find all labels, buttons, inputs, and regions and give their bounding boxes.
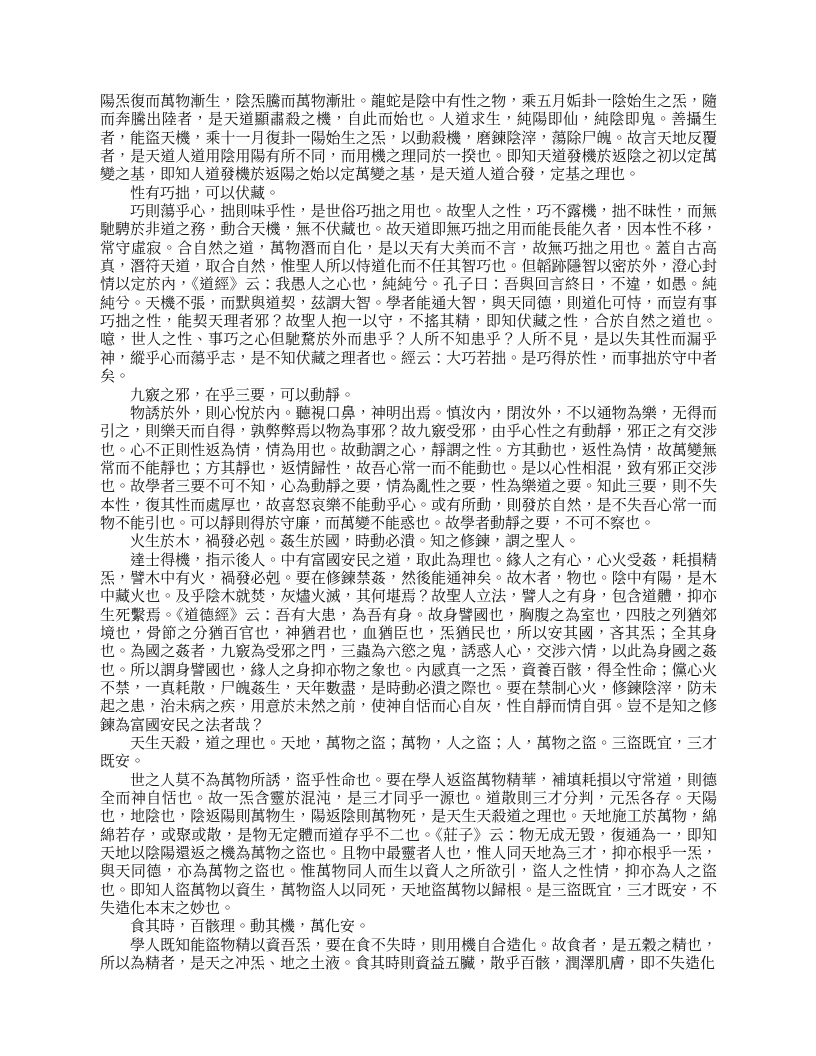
paragraph-continuation: 陽炁復而萬物漸生，陰炁騰而萬物漸壯。龍蛇是陰中有性之物，乘五月姤卦一陰始生之炁，隨而奔騰出陸者，是天道顯肅殺之機，自此而始也。人道求生，純陽即仙，純陰即鬼。善攝生者，能盜天機，乘十一月復卦一陽始生之炁，以動殺機，磨鍊陰滓，蕩除尸魄。故言天地反覆者，是天道人道用陰用陽有所不同，而用機之理同於一揆也。即知天道發機於返陰之初以定萬變之基，即知人道發機於返陽之始以定萬變之基，是天道人道合發，定基之理也。 xyxy=(100,94,717,184)
paragraph-scripture-3: 火生於木，禍發必剋。姦生於國，時動必潰。知之修鍊，謂之聖人。 xyxy=(130,534,581,551)
paragraph-scripture-4: 天生天殺，道之理也。天地，萬物之盜；萬物，人之盜；人，萬物之盜。三盜既宜，三才既安。 xyxy=(100,736,717,771)
paragraph-commentary-4: 世之人莫不為萬物所誘，盜乎性命也。要在學人返盜萬物精華，補填耗損以守常道，則德全而神自恬也。故一炁含靈於混沌，是三才同乎一源也。道散則三才分判，元炁各存。天陽也，地陰也，陰返陽則萬物生，陽返陰則萬物死，是天生天殺道之理也。天地施工於萬物，綿綿若存，或聚或散，是物无定體而道存乎不二也。《莊子》云：物无成无毀，復通為一，即知天地以陰陽還返之機為萬物之盜也。且物中最靈者人也，惟人同天地為三才，抑亦根乎一炁，與天同德，亦為萬物之盜也。惟萬物同人而生以資人之所欲引，盜人之性情，抑亦為人之盜也。即知人盜萬物以資生，萬物盜人以同死，天地盜萬物以歸根。是三盜既宜，三才既安，不失造化本末之妙也。 xyxy=(100,772,717,918)
paragraph-commentary-1: 巧則蕩乎心，拙則味乎性，是世俗巧拙之用也。故聖人之性，巧不露機，拙不昧性，而無馳騁於非道之務，動合天機，無不伏藏也。故天道即無巧拙之用而能長能久者，因本性不移，常守虛寂。合自然之道，萬物潛而自化，是以天有大美而不言，故無巧拙之用也。蓋自古高真，潛符天道，取合自然，惟聖人所以恃道化而不任其智巧也。但韜跡隱智以密於外，澄心封情以定於內，《道經》云：我愚人之心也，純純兮。孔子曰：吾與回言終日，不違，如愚。純純兮。天機不張，而默與道契，茲謂大智。學者能通大智，與天同德，則道化可恃，而豈有事巧拙之性，能契天理者邪？故聖人抱一以守，不搖其精，即知伏藏之性，合於自然之道也。噫，世人之性、事巧之心但馳騖於外而患乎？人所不知患乎？人所不見，是以失其性而漏乎神，縱乎心而蕩乎志，是不知伏藏之理者也。經云：大巧若拙。是巧得於性，而事拙於守中者矣。 xyxy=(100,204,717,386)
paragraph-commentary-5: 學人既知能盜物精以資吾炁，要在食不失時，則用機自合造化。故食者，是五穀之精也，所以為精者，是天之冲炁、地之土液。食其時則資益五臟，散乎百骸，潤澤肌膚，即不失造化 xyxy=(100,937,717,973)
text-body xyxy=(100,93,717,974)
paragraph-scripture-1: 性有巧拙，可以伏藏。 xyxy=(130,185,281,202)
paragraph-commentary-2: 物誘於外，則心悅於內。聽視口鼻，神明出焉。慎汝內，閉汝外，不以通物為樂，无得而引之，則樂天而自得，孰弊弊焉以物為事邪？故九竅受邪，由乎心性之有動靜，邪正之有交涉也。心不正則性返為情，情為用也。故動謂之心，靜謂之性。方其動也，返性為情，故萬變無常而不能靜也；方其靜也，返情歸性，故吾心常一而不能動也。是以心性相混，致有邪正交涉也。故學者三要不可不知，心為動靜之要，情為亂性之要，性為樂道之要。知此三要，則不失本性，復其性而處厚也，故喜怒哀樂不能動乎心。或有所動，則發於自然，是不失吾心常一而物不能引也。可以靜則得於守廉，而萬變不能惑也。故學者動靜之要，不可不察也。 xyxy=(100,405,717,532)
paragraph-scripture-5: 食其時，百骸理。動其機，萬化安。 xyxy=(130,919,371,936)
paragraph-commentary-3: 達士得機，指示後人。中有富國安民之道，取此為理也。緣人之有心，心火受姦，耗損精炁，譬木中有火，禍發必剋。要在修鍊禁姦，然後能通神矣。故木者，物也。陰中有陽，是木中藏火也。及乎陰木就焚，灰燼火滅，其何堪焉？故聖人立法，譬人之有身，包含道體，抑亦生死繫焉。《道德經》云：吾有大患，為吾有身。故身譬國也，胸腹之為室也，四肢之列猶郊境也，骨節之分猶百官也，神猶君也，血猶臣也，炁猶民也，所以安其國，吝其炁；全其身也。為國之姦者，九竅為受邪之門，三蟲為六慾之鬼，誘惑人心，交涉六情，以此為身國之姦也。所以謂身譬國也，緣人之身抑亦物之象也。內感真一之炁，資養百骸，得全性命；儻心火不禁，一真耗散，尸魄姦生，天年數盡，是時動必潰之際也。要在禁制心火，修鍊陰滓，防未起之患，治未病之疾，用意於未然之前，使神自恬而心自灰，性自靜而情自弭。豈不是知之修鍊為富國安民之法者哉？ xyxy=(100,552,717,734)
paragraph-scripture-2: 九竅之邪，在乎三要，可以動靜。 xyxy=(130,387,356,404)
